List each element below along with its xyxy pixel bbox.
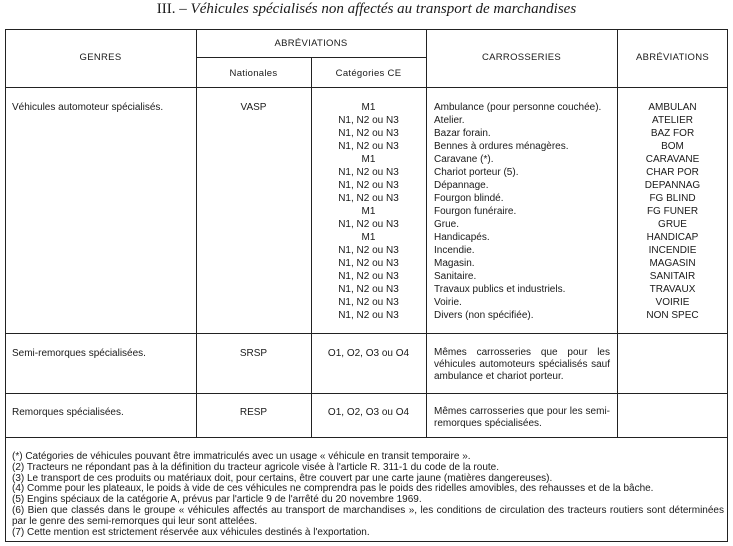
row-carrosseries: Mêmes carrosseries que pour les véhicules automoteurs spécialisés sauf ambulance et chariot porteur.: [434, 347, 610, 382]
abbreviation-item: FG BLIND: [649, 193, 696, 204]
header-abbreviations: ABRÉVIATIONS: [274, 38, 348, 49]
section-numeral: III.: [156, 1, 176, 17]
row-genre: Véhicules automoteur spécialisés.: [12, 102, 164, 113]
header-nationales: Nationales: [229, 68, 278, 79]
header-categories-ce: Catégories CE: [335, 68, 402, 79]
footnote: (3) Le transport de ces produits ou matériaux doit, pour certains, être couvert par une carte jaune (matières dangereuses).: [12, 472, 553, 484]
notes-divider: [5, 437, 728, 438]
category-item: M1: [361, 102, 376, 113]
row-nationale: SRSP: [239, 348, 268, 359]
row-divider-1: [5, 333, 728, 334]
carrosserie-item: Handicapés.: [434, 232, 490, 243]
section-title: [0, 0, 733, 18]
category-item: M1: [361, 232, 376, 243]
carrosserie-item: Atelier.: [434, 115, 465, 126]
category-item: N1, N2 ou N3: [338, 128, 399, 139]
footnote: (5) Engins spéciaux de la catégorie A, prévus par l'article 9 de l'arrêté du 20 novembre 1969.: [12, 494, 422, 506]
category-item: N1, N2 ou N3: [338, 258, 399, 269]
carrosserie-item: Travaux publics et industriels.: [434, 284, 566, 295]
abbreviation-item: MAGASIN: [649, 258, 696, 269]
category-item: N1, N2 ou N3: [338, 284, 399, 295]
abbreviation-item: SANITAIR: [649, 271, 696, 282]
carrosserie-item: Incendie.: [434, 245, 475, 256]
abbreviation-item: AMBULAN: [648, 102, 697, 113]
categories-list: [311, 101, 426, 322]
footnote: (4) Comme pour les plateaux, le poids à vide de ces véhicules ne comprendra pas le poids des ridelles amovibles, des rehausses et de la bâche.: [12, 483, 654, 495]
footnote: (*) Catégories de véhicules pouvant être immatriculés avec un usage « véhicule en transit temporaire ».: [12, 451, 471, 462]
category-item: N1, N2 ou N3: [338, 245, 399, 256]
carrosserie-item: Divers (non spécifiée).: [434, 310, 534, 321]
abbreviation-item: BAZ FOR: [650, 128, 695, 139]
abbreviation-item: VOIRIE: [655, 297, 690, 308]
abbreviations-list: [617, 101, 728, 322]
category-item: N1, N2 ou N3: [338, 271, 399, 282]
header-genres: GENRES: [79, 52, 122, 63]
category-item: M1: [361, 206, 376, 217]
header-abbreviations-right: ABRÉVIATIONS: [635, 52, 710, 63]
carrosserie-item: Ambulance (pour personne couchée).: [434, 102, 602, 113]
footnote: (7) Cette mention est strictement réservée aux véhicules destinés à l'exportation.: [12, 526, 370, 538]
row-nationale: VASP: [240, 102, 267, 113]
carrosserie-item: Sanitaire.: [434, 271, 477, 282]
abbreviation-item: BOM: [661, 141, 684, 152]
abbreviation-item: INCENDIE: [648, 245, 697, 256]
footnotes: [12, 452, 724, 538]
carrosserie-item: Chariot porteur (5).: [434, 167, 519, 178]
abbreviation-item: TRAVAUX: [649, 284, 696, 295]
carrosserie-item: Voirie.: [434, 297, 462, 308]
section-title-text: Véhicules spécialisés non affectés au transport de marchandises: [190, 1, 577, 17]
carrosserie-item: Bennes à ordures ménagères.: [434, 141, 569, 152]
header-carrosseries: CARROSSERIES: [481, 52, 562, 63]
row-categories: O1, O2, O3 ou O4: [327, 407, 410, 418]
row-carrosseries: Mêmes carrosseries que pour les semi-remorques spécialisées.: [434, 406, 610, 429]
category-item: N1, N2 ou N3: [338, 180, 399, 191]
category-item: N1, N2 ou N3: [338, 115, 399, 126]
abbreviation-item: DEPANNAG: [644, 180, 701, 191]
col-divider-categories: [426, 29, 427, 437]
carrosserie-item: Fourgon blindé.: [434, 193, 504, 204]
category-item: M1: [361, 154, 376, 165]
abbreviation-item: CHAR POR: [646, 167, 699, 178]
col-divider-genres: [196, 29, 197, 437]
category-item: N1, N2 ou N3: [338, 310, 399, 321]
category-item: N1, N2 ou N3: [338, 219, 399, 230]
carrosserie-item: Dépannage.: [434, 180, 489, 191]
category-item: N1, N2 ou N3: [338, 141, 399, 152]
abbreviation-item: NON SPEC: [646, 310, 699, 321]
row-genre: Semi-remorques spécialisées.: [12, 348, 146, 359]
abbreviation-item: GRUE: [658, 219, 687, 230]
carrosserie-item: Fourgon funéraire.: [434, 206, 517, 217]
category-item: N1, N2 ou N3: [338, 297, 399, 308]
carrosserie-item: Magasin.: [434, 258, 475, 269]
carrosserie-item: Bazar forain.: [434, 128, 491, 139]
row-categories: O1, O2, O3 ou O4: [327, 348, 410, 359]
footnote: (2) Tracteurs ne répondant pas à la définition du tracteur agricole visée à l'article R. 311-1 du code de la route.: [12, 461, 500, 473]
category-item: N1, N2 ou N3: [338, 167, 399, 178]
abbreviation-item: ATELIER: [652, 115, 693, 126]
abbreviation-item: FG FUNER: [646, 206, 699, 217]
abbreviation-item: HANDICAP: [646, 232, 699, 243]
category-item: N1, N2 ou N3: [338, 193, 399, 204]
row-genre: Remorques spécialisées.: [12, 407, 124, 418]
footnote: (6) Bien que classés dans le groupe « véhicules affectés au transport de marchandises », les conditions de circulation des tracteurs routiers sont déterminées par le genre des semi-remorques qui leur sont attelées.: [12, 504, 724, 527]
row-divider-2: [5, 393, 728, 394]
carrosserie-item: Grue.: [434, 219, 460, 230]
carrosserie-item: Caravane (*).: [434, 154, 494, 165]
header-bottom-rule: [5, 87, 728, 88]
title-dash: –: [175, 1, 191, 17]
carrosseries-list: [434, 101, 601, 322]
abbreviation-item: CARAVANE: [645, 154, 700, 165]
row-nationale: RESP: [239, 407, 268, 418]
